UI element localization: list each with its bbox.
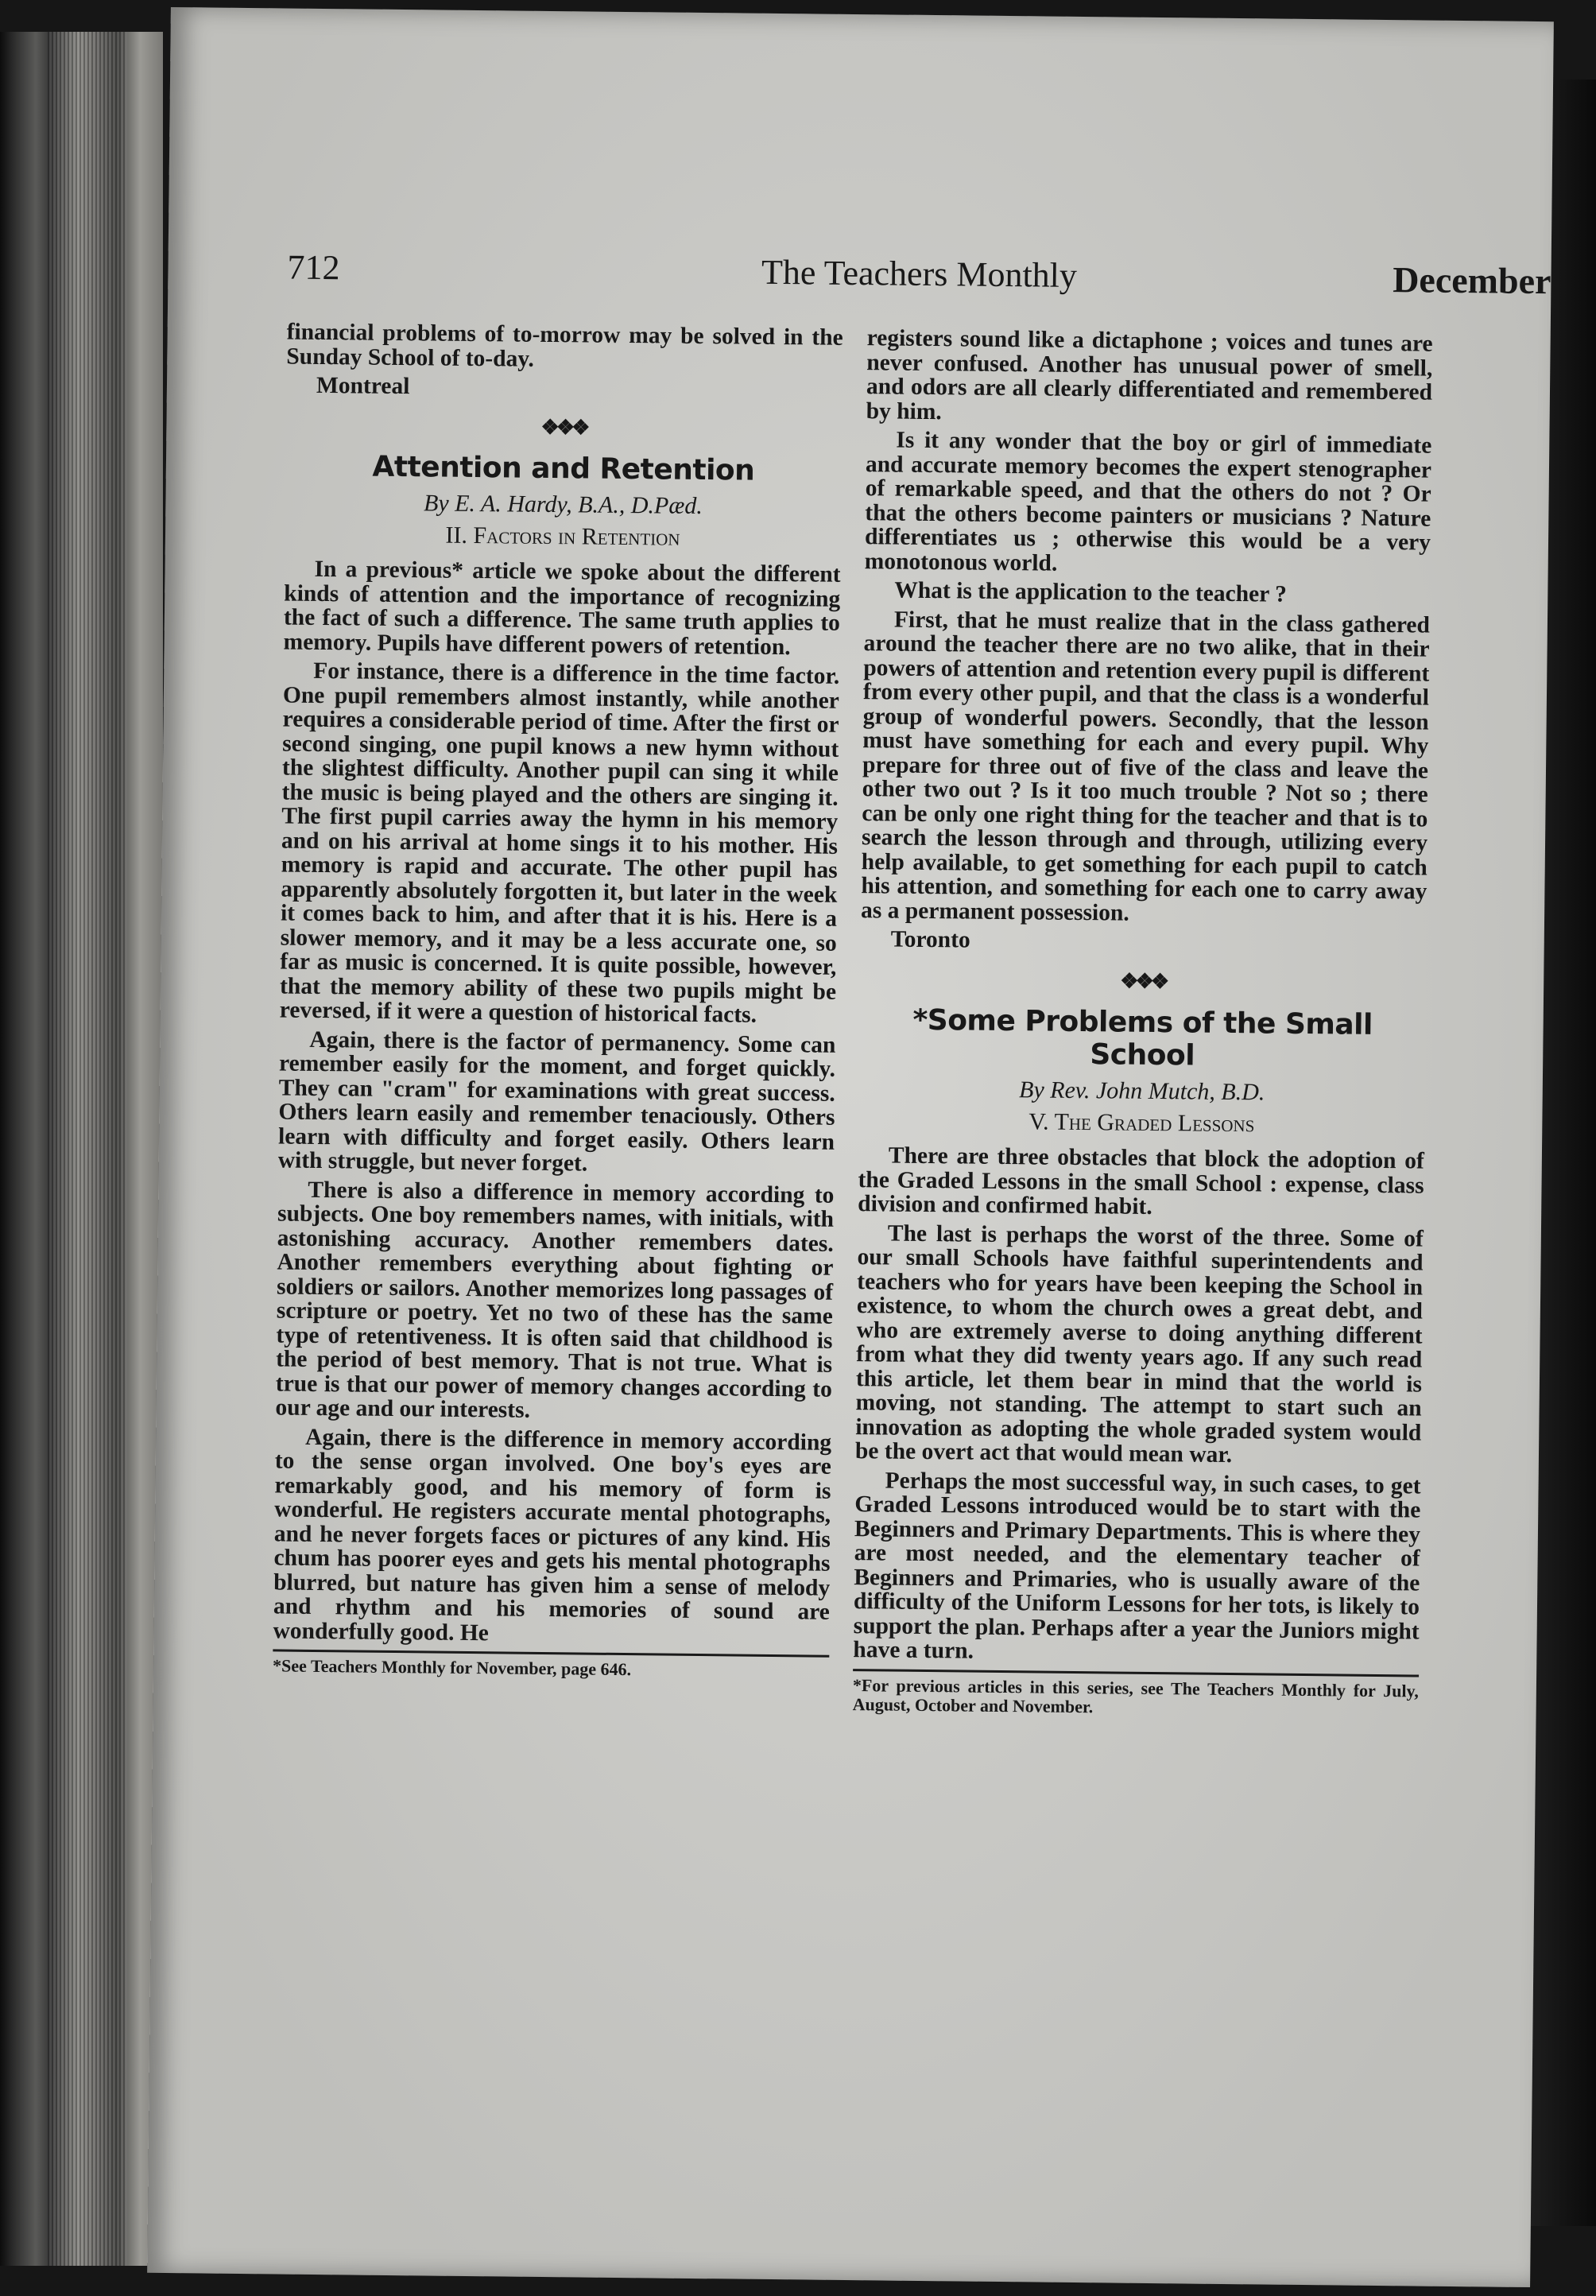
section-heading: II. Factors in Retention	[445, 522, 680, 551]
paragraph: First, that he must realize that in the class gathered around the teacher there are no two alike, that in their powers of attention and retention every pupil is different from every other pupil, and that the class is a wonderful group of wonderful powers. Secondly, that the lesson must have something for each and every pupil. Why prepare for three out of five of the class and leave the other two out ? Is it too much trouble ? Not so ; there can be only one right thing for the teacher and that is to search the lesson through and through, utilizing every help available, to get something for each pupil to catch his attention, and something for each one to carry away as a permanent possession.	[860, 607, 1431, 926]
paragraph: The last is perhaps the worst of the three. Some of our small Schools have faithful superintendents and teachers who for years have been keeping the School in existence, to whom the church owes a great debt, and who are extremely averse to doing anything different from what they did twenty years ago. If any such read this article, let them bear in mind that the world is moving, not standing. The attempt to start such an innovation as adopting the whole graded system would be the overt act that would mean war.	[854, 1220, 1424, 1468]
page-edges	[48, 32, 127, 2266]
running-head	[287, 247, 1551, 316]
paragraph: For instance, there is a difference in the time factor. One pupil remembers almost instantly, while another requires a considerable period of time. After the first or second singing, one pupil knows a new hymn without the slightest difficulty. Another pupil can sing it while the music is being played and the others are singing it. The first pupil carries away the hymn in his memory and on his arrival at home sings it to his mother. His memory is rapid and accurate. The other pupil has apparently absolutely forgotten it, but later in the week it comes back to him, and after that it is his. Here is a slower memory, and it may be a less accurate one, so far as music is concerned. It is quite possible, however, that the memory ability of these two pupils might be reversed, if it were a question of historical facts.	[279, 657, 840, 1028]
paragraph: Is it any wonder that the boy or girl of immediate and accurate memory becomes the expert stenographer of remarkable speed, and that the others do not ? Or that the others become painters or musicians ? Nature differentiates us ; otherwise this would be a very monotonous world.	[864, 427, 1432, 576]
signoff-location: Toronto	[890, 926, 970, 953]
journal-title: The Teachers Monthly	[761, 252, 1078, 295]
signoff-location: Montreal	[316, 372, 410, 400]
left-column	[273, 320, 843, 1681]
right-column	[853, 326, 1433, 1720]
footnote: *For previous articles in this series, see The Teachers Monthly for July, August, October and November.	[852, 1674, 1420, 1716]
page-number: 712	[287, 247, 340, 288]
article-byline: By Rev. John Mutch, B.D.	[1018, 1076, 1265, 1106]
article-title: Attention and Retention	[372, 450, 755, 487]
ornament-divider: ❖❖❖	[540, 415, 587, 440]
section-heading: V. The Graded Lessons	[1028, 1108, 1255, 1138]
paragraph: registers sound like a dictaphone ; voices and tunes are never confused. Another has unusual power of smell, and odors are all clearly differentiated and remembered by him.	[866, 325, 1433, 425]
paragraph: Again, there is the factor of permanency. Some can remember easily for the moment, and forget quickly. They can "cram" for examinations with great success. Others learn easily and remember tenaciously. Others learn with difficulty and forget easily. Others learn with struggle, but never forget.	[277, 1026, 836, 1177]
paragraph: There is also a difference in memory according to subjects. One boy remembers names, with initials, with astonishing accuracy. Another remembers dates. Another remembers everything about fighting or soldiers or sailors. Another memorizes long passages of scripture or poetry. Yet no two of these has the same type of retentiveness. It is often said that childhood is the period of best memory. That is not true. What is true is that our power of memory changes according to our age and our interests.	[275, 1177, 835, 1423]
paragraph: In a previous* article we spoke about the different kinds of attention and the importance of recognizing the fact of such a difference. The same truth applies to memory. Pupils have different powers of retention.	[283, 556, 841, 660]
footnote: *See Teachers Monthly for November, page 646.	[273, 1655, 632, 1680]
article-byline: By E. A. Hardy, B.A., D.Pæd.	[423, 490, 703, 520]
article-title: *Some Problems of the Small School	[912, 1003, 1373, 1072]
paragraph: Again, there is the difference in memory according to the sense organ involved. One boy's eyes are remarkably good, and his memory of form is wonderful. He registers accurate mental photographs, and he never forgets faces or pictures of any kind. His chum has poorer eyes and gets his mental photographs blurred, but nature has given him a sense of melody and rhythm and his memories of sound are wonderfully good. He	[273, 1424, 832, 1646]
magazine-page	[147, 7, 1554, 2287]
continuation-text: financial problems of to-morrow may be solved in the Sunday School of to-day.	[286, 319, 843, 372]
issue-month: December	[1392, 259, 1551, 302]
paragraph: Perhaps the most successful way, in such cases, to get Graded Lessons introduced would be to start with the Beginners and Primary Departments. This is where they are most needed, and the elementary teacher of Beginners and Primaries, who is usually aware of the difficulty of the Uniform Lessons for her tots, is likely to support the plan. Perhaps after a year the Juniors might have a turn.	[853, 1467, 1421, 1664]
ornament-divider: ❖❖❖	[1120, 969, 1167, 994]
paragraph: What is the application to the teacher ?	[894, 577, 1288, 607]
paragraph: There are three obstacles that block the adoption of the Graded Lessons in the small School : expense, class division and confirmed habit.	[858, 1142, 1425, 1220]
